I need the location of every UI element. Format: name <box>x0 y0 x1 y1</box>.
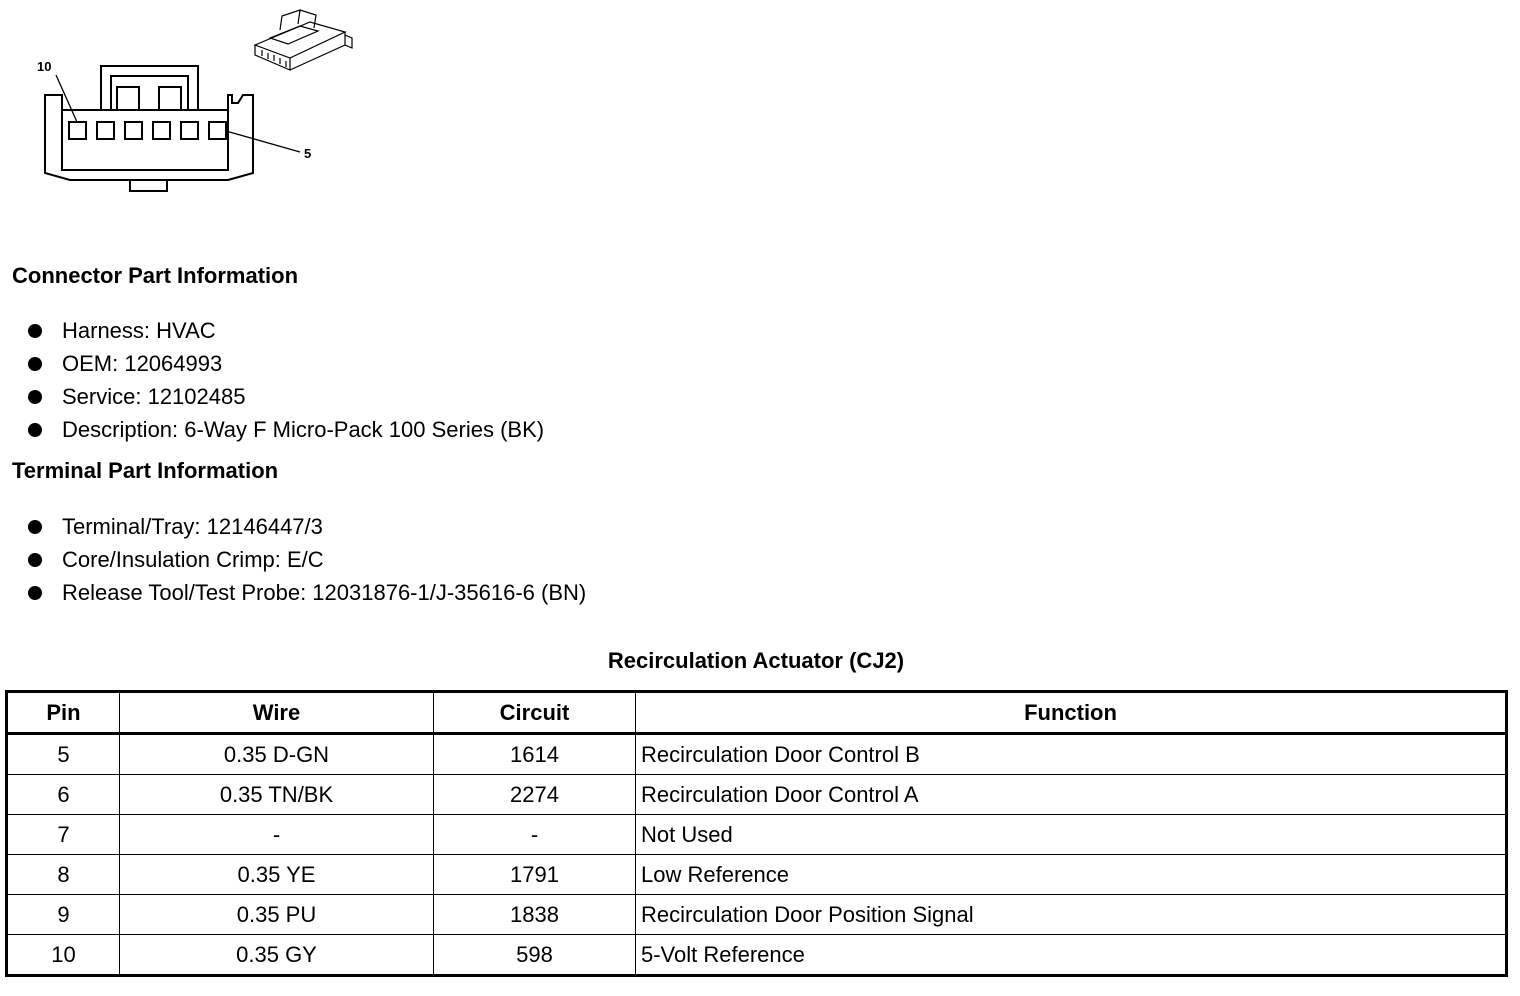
cell-function: Low Reference <box>636 855 1507 895</box>
list-item: Harness: HVAC <box>28 314 544 347</box>
list-item: Service: 12102485 <box>28 380 544 413</box>
terminal-cavities <box>69 122 226 139</box>
header-wire: Wire <box>120 692 434 734</box>
bullet-icon <box>28 390 42 404</box>
cell-pin: 5 <box>7 734 120 775</box>
bullet-icon <box>28 586 42 600</box>
cell-pin: 7 <box>7 815 120 855</box>
table-row <box>7 895 1507 935</box>
cell-pin: 9 <box>7 895 120 935</box>
cell-pin: 10 <box>7 935 120 976</box>
list-item: Description: 6-Way F Micro-Pack 100 Series (BK) <box>28 413 544 446</box>
terminal-info-list <box>28 510 586 609</box>
cell-wire: 0.35 YE <box>120 855 434 895</box>
list-item: Terminal/Tray: 12146447/3 <box>28 510 586 543</box>
table-row <box>7 815 1507 855</box>
cell-wire: 0.35 GY <box>120 935 434 976</box>
connector-info-list <box>28 314 544 446</box>
bullet-icon <box>28 324 42 338</box>
table-row <box>7 734 1507 775</box>
cell-function: Recirculation Door Control A <box>636 775 1507 815</box>
connector-face-view <box>45 66 300 191</box>
cell-function: Not Used <box>636 815 1507 855</box>
table-row <box>7 855 1507 895</box>
header-function: Function <box>636 692 1507 734</box>
cell-wire: 0.35 TN/BK <box>120 775 434 815</box>
cell-circuit: 1838 <box>434 895 636 935</box>
connector-section-title: Connector Part Information <box>12 263 299 288</box>
table-row <box>7 775 1507 815</box>
cell-circuit: - <box>434 815 636 855</box>
cell-function: Recirculation Door Control B <box>636 734 1507 775</box>
list-item: Core/Insulation Crimp: E/C <box>28 543 586 576</box>
cell-circuit: 598 <box>434 935 636 976</box>
table-title: Recirculation Actuator (CJ2) <box>607 648 905 673</box>
cell-circuit: 1614 <box>434 734 636 775</box>
cell-function: Recirculation Door Position Signal <box>636 895 1507 935</box>
header-pin: Pin <box>7 692 120 734</box>
bullet-icon <box>28 357 42 371</box>
connector-diagram <box>0 0 380 200</box>
cell-pin: 8 <box>7 855 120 895</box>
table-header-row <box>7 692 1507 734</box>
cell-wire: - <box>120 815 434 855</box>
connector-isometric-view <box>255 10 352 70</box>
bullet-icon <box>28 553 42 567</box>
header-circuit: Circuit <box>434 692 636 734</box>
cell-wire: 0.35 PU <box>120 895 434 935</box>
bullet-icon <box>28 423 42 437</box>
cell-function: 5-Volt Reference <box>636 935 1507 976</box>
terminal-section-title: Terminal Part Information <box>12 458 279 483</box>
list-item: Release Tool/Test Probe: 12031876-1/J-35616-6 (BN) <box>28 576 586 609</box>
pinout-table <box>5 690 1508 977</box>
pin-label-10: 10 <box>37 59 52 74</box>
pin-label-5: 5 <box>304 146 312 161</box>
bullet-icon <box>28 520 42 534</box>
cell-circuit: 1791 <box>434 855 636 895</box>
cell-wire: 0.35 D-GN <box>120 734 434 775</box>
cell-pin: 6 <box>7 775 120 815</box>
cell-circuit: 2274 <box>434 775 636 815</box>
list-item: OEM: 12064993 <box>28 347 544 380</box>
table-row <box>7 935 1507 976</box>
